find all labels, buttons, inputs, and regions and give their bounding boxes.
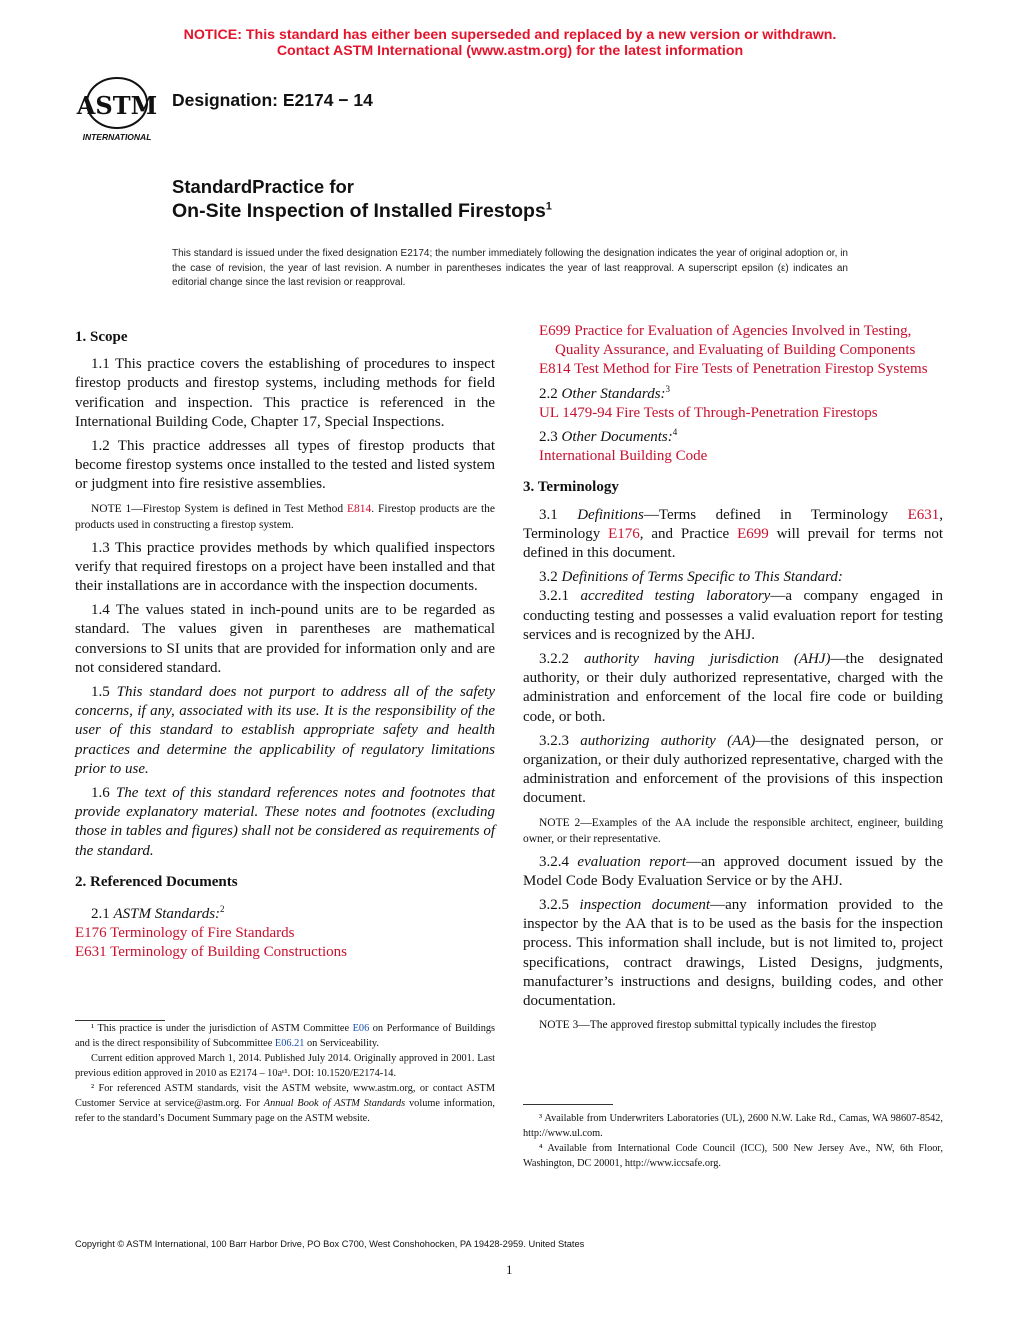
link-e06[interactable]: E06 (352, 1023, 370, 1034)
footnote-1-text-mid: on Performance of Buildings and is the direct responsibility of Subcommittee (75, 1023, 496, 1049)
para-1-2: 1.2 This practice addresses all types of firestop products that become firestop systems once installed to the tested and listed system or judgment into fire resistive assemblies. (75, 438, 495, 493)
para-3-2-2 (523, 650, 943, 727)
notice-banner (0, 27, 1020, 59)
para-2-3-sup: 4 (672, 427, 678, 438)
issued-statement: This standard is issued under the fixed designation E2174; the number immediately following the designation indicates the year of original adoption or, in the case of revision, the year of last revision. A number in parentheses indicates the year of last reapproval. A superscript epsilon (ε) indicates an editorial change since the last revision or reapproval. (172, 248, 848, 289)
ref-e631[interactable]: E631 Terminology of Building Constructions (75, 944, 347, 961)
para-3-1 (523, 506, 943, 564)
para-2-1 (75, 900, 495, 924)
para-1-6 (75, 784, 495, 861)
footnote-rule-right (523, 1104, 613, 1105)
footnotes-right (523, 1111, 943, 1171)
footnote-1-text: ¹ This practice is under the jurisdiction of ASTM Committee (91, 1023, 353, 1034)
para-3-2-1-term: accredited testing laboratory (580, 588, 771, 605)
notice-line-1: NOTICE: This standard has either been superseded and replaced by a new version or withdrawn. (183, 27, 837, 43)
para-1-6-num: 1.6 (91, 785, 116, 802)
ref-e699[interactable]: E699 Practice for Evaluation of Agencies Involved in Testing, Quality Assurance, and Evaluating of Building Components (539, 323, 916, 359)
para-2-1-text: ASTM Standards: (113, 906, 221, 923)
scope-heading: 1. Scope (75, 329, 128, 345)
title-text: On-Site Inspection of Installed Firestops (172, 200, 546, 222)
para-3-2-5 (523, 896, 943, 1011)
para-3-1-text-a: —Terms defined in Terminology (643, 506, 908, 523)
note-1-text: NOTE 1—Firestop System is defined in Test Method (91, 502, 348, 515)
title-line-1: StandardPractice for (172, 176, 354, 197)
para-3-2-num: 3.2 (539, 569, 562, 586)
para-1-4: 1.4 The values stated in inch-pound units are to be regarded as standard. The values given in parentheses are mathematical conversions to SI units that are provided for information only and are not considered standard. (75, 602, 495, 676)
para-2-2-num: 2.2 (539, 385, 562, 402)
refdocs-heading: 2. Referenced Documents (75, 873, 238, 890)
para-2-2-text: Other Standards: (561, 385, 666, 402)
para-3-2-1-num: 3.2.1 (539, 588, 581, 605)
footnote-1 (75, 1021, 495, 1051)
para-3-2 (523, 568, 943, 587)
note-3: NOTE 3—The approved firestop submittal typically includes the firestop (539, 1019, 877, 1032)
para-3-2-3-term: authorizing authority (AA) (580, 732, 756, 749)
terminology-heading: 3. Terminology (523, 479, 619, 496)
para-2-3-num: 2.3 (539, 429, 562, 446)
para-1-3: 1.3 This practice provides methods by which qualified inspectors verify that required firestops on a project have been installed and that their installations are in accordance with the inspection documents. (75, 539, 495, 595)
para-2-3-text: Other Documents: (561, 429, 673, 446)
ref-e176[interactable]: E176 Terminology of Fire Standards (75, 925, 295, 942)
title-line-2 (172, 200, 552, 223)
para-3-2-4-num: 3.2.4 (539, 853, 578, 870)
ref-ibc[interactable]: International Building Code (539, 448, 708, 465)
para-2-1-sup: 2 (220, 904, 225, 915)
page-number: 1 (506, 1262, 513, 1277)
para-3-2-4 (523, 853, 943, 891)
para-2-2 (523, 380, 943, 404)
footnote-3: ³ Available from Underwriters Laboratories (UL), 2600 N.W. Lake Rd., Camas, WA 98607-8542, http://www.ul.com. (523, 1113, 943, 1139)
para-3-2-4-text: —an approved document issued by the Model Code Body Evaluation Service or by the AHJ. (523, 853, 944, 889)
para-3-2-2-num: 3.2.2 (539, 651, 584, 668)
para-3-2-4-term: evaluation report (577, 853, 687, 870)
para-2-2-sup: 3 (665, 383, 671, 394)
footnote-4: ⁴ Available from International Code Council (ICC), 500 New Jersey Ave., NW, 6th Floor, Washington, DC 20001, http://www.iccsafe.org. (523, 1143, 943, 1169)
para-1-6-text: The text of this standard references notes and footnotes that provide explanatory material. These notes and footnotes (excluding those in tables and figures) shall not be considered as requirements of the standard. (75, 785, 495, 859)
link-e699[interactable]: E699 (737, 525, 769, 542)
link-e814[interactable]: E814 (347, 502, 372, 515)
para-3-2-1-text: —a company engaged in conducting testing and possesses a valid evaluation report for testing services and is recognized by the AHJ. (523, 588, 944, 643)
para-2-1-num: 2.1 (91, 906, 114, 923)
footnote-1-text-end: on Serviceability. (304, 1038, 379, 1049)
para-1-5-num: 1.5 (91, 684, 117, 701)
para-3-2-3 (523, 732, 943, 809)
footnote-2-text: ² For referenced ASTM standards, visit the ASTM website, www.astm.org, or contact ASTM Customer Service at service@astm.org. For (75, 1083, 495, 1109)
para-3-1-text-b: , Terminology (523, 506, 944, 542)
logo-text-top: ASTM (76, 91, 158, 120)
para-3-2-text: Definitions of Terms Specific to This Standard: (561, 569, 843, 586)
designation: Designation: E2174 − 14 (172, 90, 373, 110)
para-3-2-2-term: authority having jurisdiction (AHJ) (583, 651, 831, 668)
footnote-2-text-end: volume information, refer to the standard’s Document Summary page on the ASTM website. (75, 1098, 495, 1124)
note-2: NOTE 2—Examples of the AA include the responsible architect, engineer, building owner, or their representative. (523, 816, 943, 845)
para-3-2-3-num: 3.2.3 (539, 732, 581, 749)
logo-text-bottom: INTERNATIONAL (82, 132, 152, 142)
left-column (75, 322, 495, 963)
note-1-text-end: . Firestop products are the products used in constructing a firestop system. (75, 502, 495, 531)
link-e631[interactable]: E631 (907, 506, 940, 523)
para-3-2-5-term: inspection document (579, 897, 711, 914)
para-3-1-text-d: will prevail for terms not defined in this document. (523, 525, 943, 562)
para-3-2-1 (523, 587, 943, 645)
title-footnote-mark: 1 (545, 200, 552, 213)
para-3-2-3-text: —the designated person, or organization, or their duly authorized representative, charged with the administration and enforcement of the provisions of this inspection document. (523, 732, 943, 807)
astm-logo (74, 76, 160, 144)
footnotes-left (75, 1021, 495, 1126)
para-3-1-italic: Definitions (577, 506, 644, 523)
copyright-line: Copyright © ASTM International, 100 Barr Harbor Drive, PO Box C700, West Conshohocken, PA 19428-2959. United States (75, 1239, 585, 1249)
para-1-5 (75, 683, 495, 779)
ref-e814[interactable]: E814 Test Method for Fire Tests of Penetration Firestop Systems (539, 361, 928, 378)
para-3-2-5-text: —any information provided to the inspector by the AA that is to be used as the basis for the inspection process. This information shall include, but is not limited to, project specifications, contract drawings, Listed Designs, judgments, manufacturer’s instructions and designs, building codes, and other documentation. (523, 897, 943, 1010)
ref-ul-1479[interactable]: UL 1479-94 Fire Tests of Through-Penetration Firestops (539, 404, 878, 421)
para-3-1-text-c: , and Practice (639, 525, 738, 542)
para-2-3 (523, 423, 943, 447)
notice-line-2: Contact ASTM International (www.astm.org) for the latest information (276, 43, 744, 59)
para-3-1-num: 3.1 (539, 506, 578, 523)
link-e176[interactable]: E176 (608, 525, 640, 542)
right-column (523, 322, 943, 1039)
footnote-2-italic: Annual Book of ASTM Standards (263, 1098, 406, 1109)
para-3-2-2-text: —the designated authority, or their duly authorized representative, charged with the administration and enforcement of the local fire code or building code, or both. (523, 651, 943, 725)
para-1-5-text: This standard does not purport to address all of the safety concerns, if any, associated with its use. It is the responsibility of the user of this standard to establish appropriate safety and health practices and determine the applicability of regulatory limitations prior to use. (75, 684, 496, 777)
note-1 (75, 501, 495, 533)
para-1-1: 1.1 This practice covers the establishing of procedures to inspect firestop products and firestop systems, including methods for field verification and inspection. This practice is referenced in the International Building Code, Chapter 17, Special Inspections. (75, 356, 495, 430)
para-3-2-5-num: 3.2.5 (539, 897, 580, 914)
link-e06-21[interactable]: E06.21 (274, 1038, 305, 1049)
footnote-2 (75, 1081, 495, 1126)
footnote-1-edition: Current edition approved March 1, 2014. Published July 2014. Originally approved in 2001. Last previous edition approved in 2010 as E2174 – 10aᵋ¹. DOI: 10.1520/E2174-14. (75, 1053, 495, 1079)
